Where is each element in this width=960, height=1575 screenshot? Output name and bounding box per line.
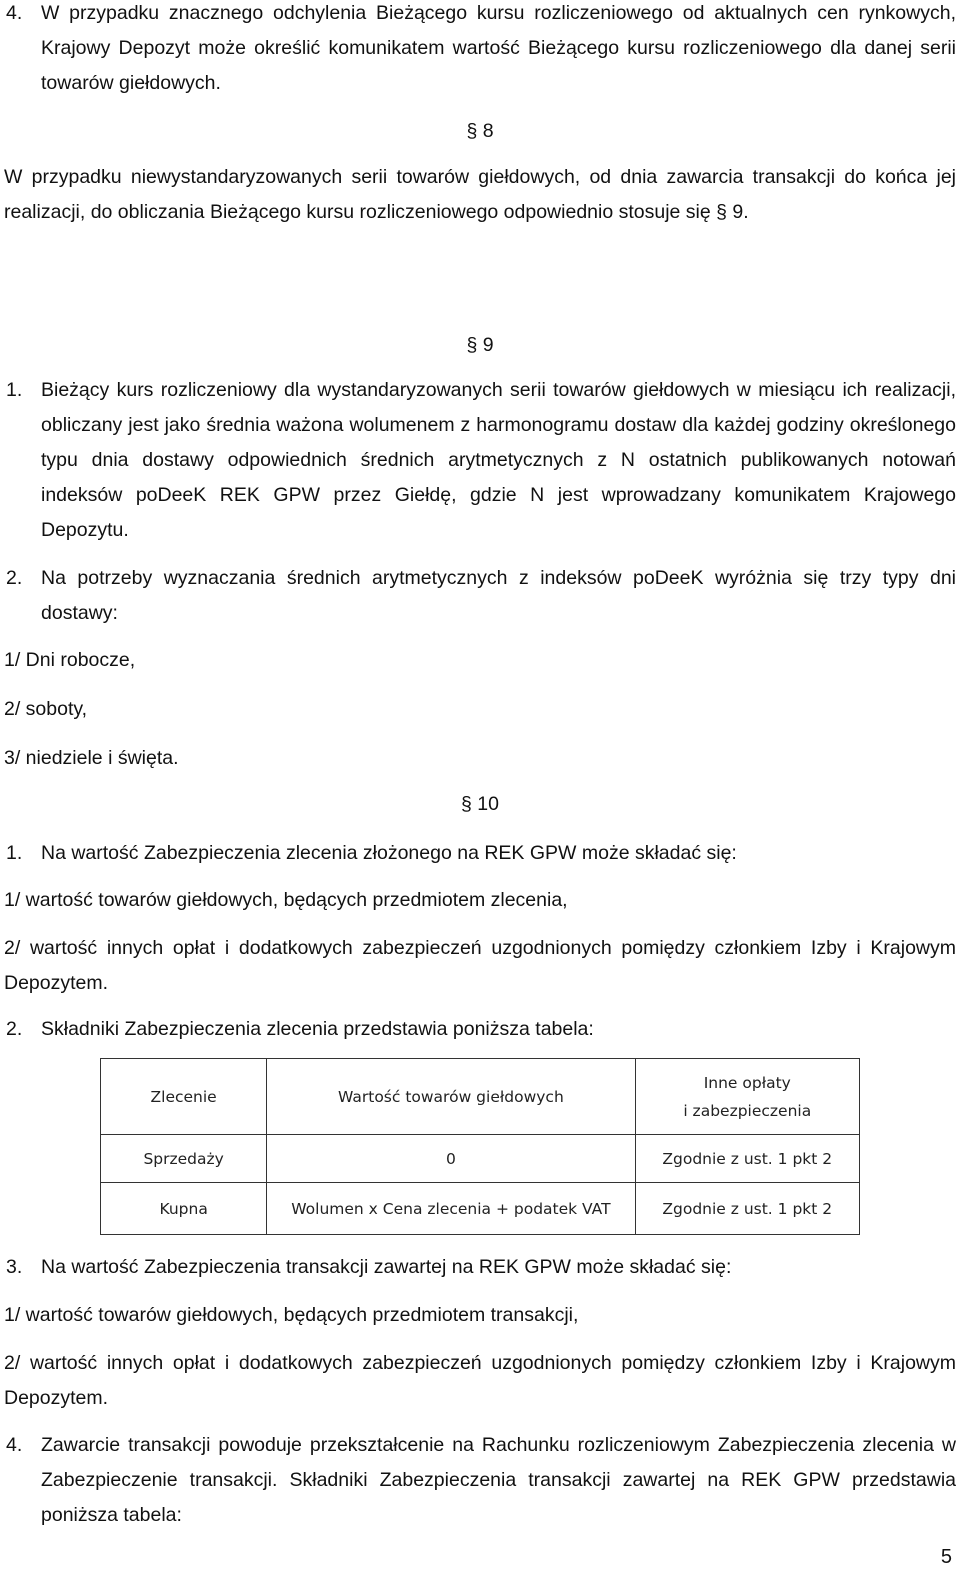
table-header-line: Inne opłaty [703, 1073, 791, 1092]
paragraph-text: Bieżący kurs rozliczeniowy dla wystandaryzowanych serii towarów giełdowych w miesiącu ich realizacji, obliczany jest jako średnia ważona wolumenem z harmonogramu dostaw dla każdej godziny określonego typu dnia dostawy odpowiednich średnich arytmetycznych z N ostatnich publikowanych notowań indeksów poDeeK REK GPW przez Giełdę, gdzie N jest wprowadzany komunikatem Krajowego Depozytu. [41, 379, 956, 541]
table-header-line: i zabezpieczenia [683, 1101, 812, 1120]
page-number: 5 [940, 1546, 952, 1568]
paragraph-text: W przypadku znacznego odchylenia Bieżącego kursu rozliczeniowego od aktualnych cen rynkowych, Krajowy Depozyt może określić komunikatem wartość Bieżącego kursu rozliczeniowego dla danej serii towarów giełdowych. [41, 2, 956, 94]
list-item: 2/ soboty, [4, 698, 88, 720]
section-9-paragraph-2 [6, 561, 956, 631]
paragraph-text: Zawarcie transakcji powoduje przekształcenie na Rachunku rozliczeniowym Zabezpieczenia zlecenia w Zabezpieczenie transakcji. Składniki Zabezpieczenia transakcji zawartej na REK GPW przedstawia poniższa tabela: [41, 1434, 956, 1526]
table-header-cell: Zlecenie [101, 1059, 267, 1135]
list-item: 3/ niedziele i święta. [4, 747, 179, 769]
security-components-table [100, 1058, 860, 1235]
table-cell: Zgodnie z ust. 1 pkt 2 [635, 1183, 859, 1235]
paragraph-number: 4. [6, 2, 23, 24]
table-cell: Wolumen x Cena zlecenia + podatek VAT [267, 1183, 635, 1235]
paragraph-text: Składniki Zabezpieczenia zlecenia przedstawia poniższa tabela: [41, 1018, 594, 1040]
paragraph-text: Na wartość Zabezpieczenia zlecenia złożonego na REK GPW może składać się: [41, 842, 737, 864]
section-10-paragraph-3 [6, 1250, 956, 1285]
table-header-cell: Wartość towarów giełdowych [267, 1059, 635, 1135]
table-cell: Zgodnie z ust. 1 pkt 2 [635, 1135, 859, 1183]
paragraph-number: 1. [6, 379, 23, 401]
paragraph-number: 3. [6, 1256, 23, 1278]
paragraph-number: 2. [6, 1018, 23, 1040]
list-item: 2/ wartość innych opłat i dodatkowych zabezpieczeń uzgodnionych pomiędzy członkiem Izby i Krajowym Depozytem. [4, 1352, 956, 1409]
paragraph-text: Na wartość Zabezpieczenia transakcji zawartej na REK GPW może składać się: [41, 1256, 732, 1278]
list-item: 1/ wartość towarów giełdowych, będących przedmiotem transakcji, [4, 1304, 579, 1326]
table-cell: 0 [267, 1135, 635, 1183]
table-row [101, 1135, 860, 1183]
section-9-paragraph-1 [6, 373, 956, 548]
paragraph-number: 4. [6, 1434, 23, 1456]
paragraph-4 [6, 0, 956, 101]
table-row [101, 1183, 860, 1235]
table-cell: Sprzedaży [101, 1135, 267, 1183]
paragraph-number: 2. [6, 567, 23, 589]
table-header-row [101, 1059, 860, 1135]
section-heading-10: § 10 [461, 793, 499, 815]
paragraph-text: Na potrzeby wyznaczania średnich arytmetycznych z indeksów poDeeK wyróżnia się trzy typy dni dostawy: [41, 567, 956, 624]
table-cell: Kupna [101, 1183, 267, 1235]
section-8-text: W przypadku niewystandaryzowanych serii towarów giełdowych, od dnia zawarcia transakcji do końca jej realizacji, do obliczania Bieżącego kursu rozliczeniowego odpowiednio stosuje się § 9. [4, 166, 956, 223]
section-10-paragraph-4 [6, 1428, 956, 1533]
list-item: 1/ wartość towarów giełdowych, będących przedmiotem zlecenia, [4, 889, 568, 911]
section-10-paragraph-2 [6, 1012, 956, 1047]
list-item: 1/ Dni robocze, [4, 649, 136, 671]
section-heading-9: § 9 [466, 334, 494, 356]
list-item: 2/ wartość innych opłat i dodatkowych zabezpieczeń uzgodnionych pomiędzy członkiem Izby i Krajowym Depozytem. [4, 937, 956, 994]
paragraph-number: 1. [6, 842, 23, 864]
section-10-paragraph-1 [6, 836, 956, 871]
section-heading-8: § 8 [466, 120, 494, 142]
table-header-cell [635, 1059, 859, 1135]
